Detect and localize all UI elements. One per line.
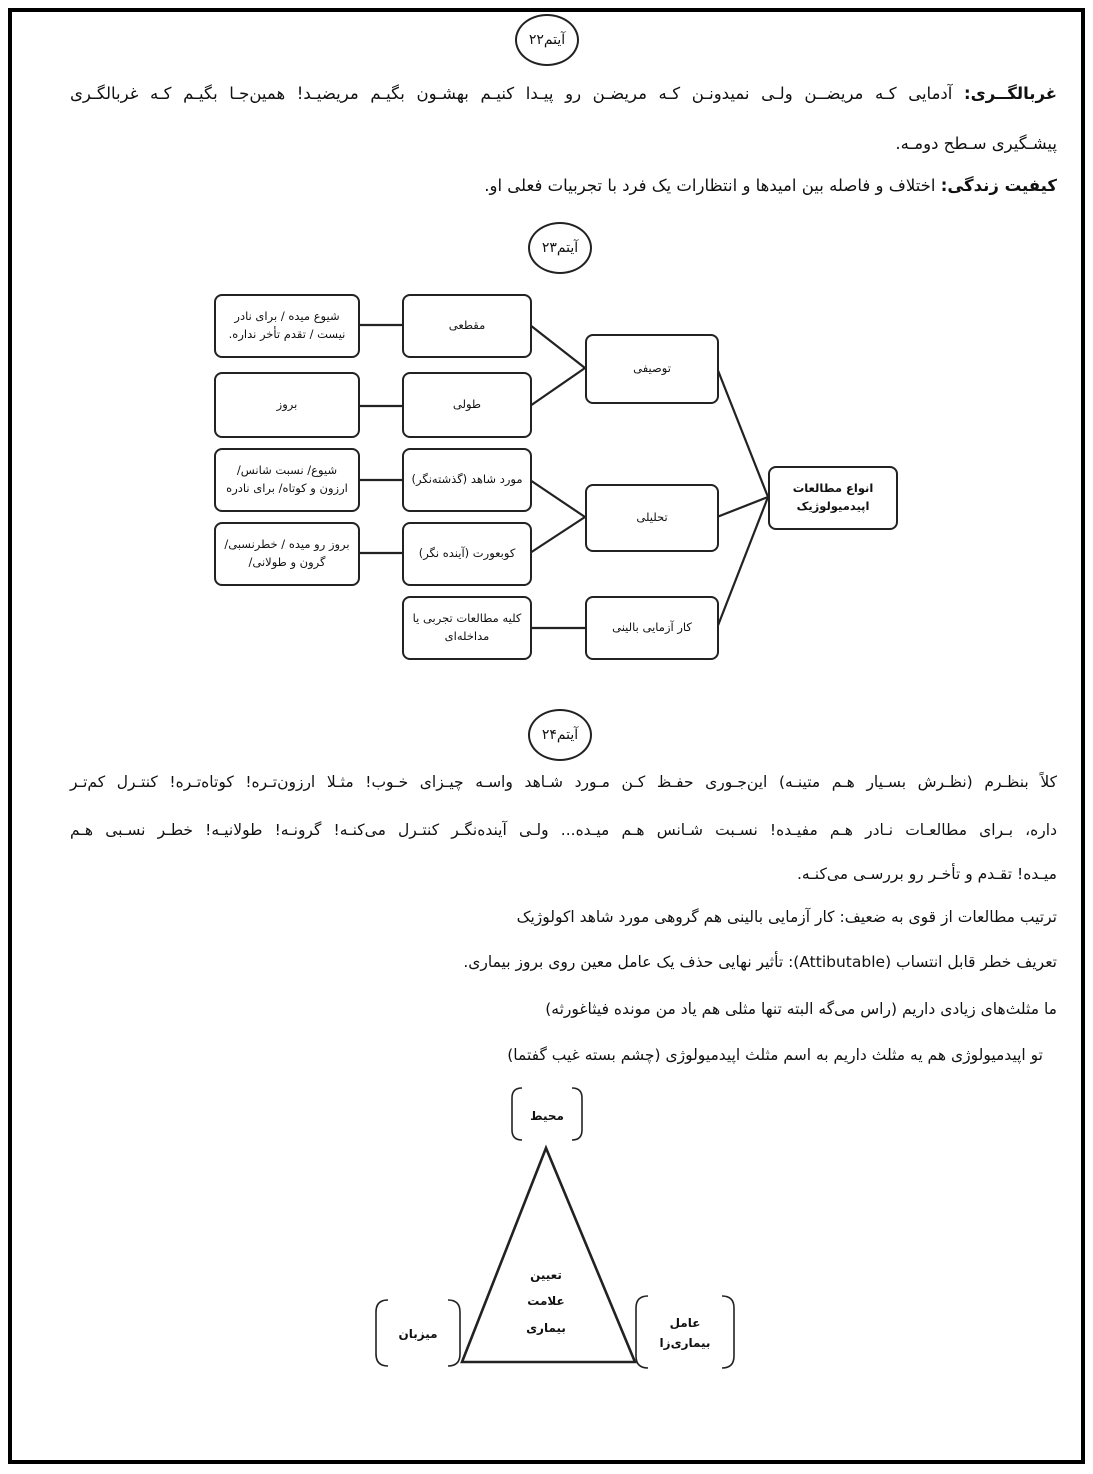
paragraph-line-2: داره، بـرای مطالعـات نـادر هـم مفیـده! نسـبت شـانس هـم میـده... ولـی آینده‌نگـر کنتـرل می‌کنـه! گرونـه! طولانیـه! خطـر نسـبی هـم [70,821,1057,839]
triangle-top-environment: محیط [530,1108,564,1123]
item-24-label: آیتم۲۴ [541,727,579,743]
paragraph-line-1: کلاً بنظـرم (نظـرش بسـیار هـم متینـه) این‌جـوری حفـظ کـن مـورد شـاهد واسـه چیـزای خـوب! مثـلا ارزون‌تـره! کوتاه‌تـره! کنتـرل کم‌تـر [70,773,1057,791]
attributable-risk-definition: تعریف خطر قابل انتساب (Attibutable): تأثیر نهایی حذف یک عامل معین روی بروز بیماری. [463,953,1057,971]
item-22-label: آیتم۲۲ [528,32,566,48]
screening-term: غربالگــری: [964,84,1057,103]
node-longitudinal-text: طولی [452,397,482,412]
study-strength-order: ترتیب مطالعات از قوی به ضعیف: کار آزمایی بالینی هم گروهی مورد شاهد اکولوژیک [516,908,1057,926]
node-cohort-text: کوبعورت (آینده نگر) [418,546,516,561]
triangle-center-line-1: تعیین [530,1268,562,1282]
triangle-center-label [500,1262,592,1341]
node-cross-sectional-text: مقطعی [448,318,486,333]
triangle-left-host: میزبان [398,1326,438,1341]
triangle-right-agent: عامل بیماری‌زا [659,1315,711,1350]
qol-term: کیفیت زندگی: [940,176,1057,195]
epidemiologic-triangle-intro: تو اپیدمیولوژی هم یه مثلث داریم به اسم مثلث اپیدمیولوژی (چشم بسته غیب گفتما) [507,1046,1043,1064]
triangles-note: ما مثلث‌های زیادی داریم (راس می‌گه البته تنها مثلی هم یاد من مونده فیثاغورثه) [545,1000,1057,1018]
screening-text: آدمایی کـه مریضــن ولـی نمیدونـن کـه مریضـن رو پیـدا کنیـم بهشـون بگیـم مریضیـد! همین‌جـا بگیـم کـه غربالگـری [70,84,953,103]
screening-line-2: پیشـگیری سـطح دومـه. [895,134,1057,153]
note-cohort-text: بروز رو میده / خطرنسبی/ گرون و طولانی/ [224,537,350,569]
note-case-control-text: شیوع/ نسبت شانس/ ارزون و کوتاه/ برای نادره [226,463,348,495]
bracket-right-left [636,1296,648,1368]
node-case-control-text: مورد شاهد (گذشته‌نگر) [411,472,523,487]
node-experimental-text: کلیه مطالعات تجربی یا مداخله‌ای [412,611,522,643]
note-longitudinal-text: بروز [276,397,298,412]
node-root-text: انواع مطالعات اپیدمیولوژیک [792,481,874,513]
bracket-right-right [722,1296,734,1368]
note-cross-sectional-text: شیوع میده / برای نادر نیست / تقدم تأخر نداره. [228,309,346,341]
node-clinical-trial-text: کار آزمایی بالینی [612,620,692,635]
node-analytical-text: تحلیلی [636,510,668,525]
item-23-label: آیتم۲۳ [541,240,579,256]
triangle-center-line-3: بیماری [526,1320,566,1335]
node-descriptive-text: توصیفی [633,361,671,376]
qol-text: اختلاف و فاصله بین امیدها و انتظارات یک فرد با تجربیات فعلی او. [484,176,936,195]
triangle-center-line-2: علامت [527,1294,565,1309]
paragraph-line-3: میـده! تقـدم و تأخـر رو بررسـی می‌کنـه. [796,865,1057,883]
